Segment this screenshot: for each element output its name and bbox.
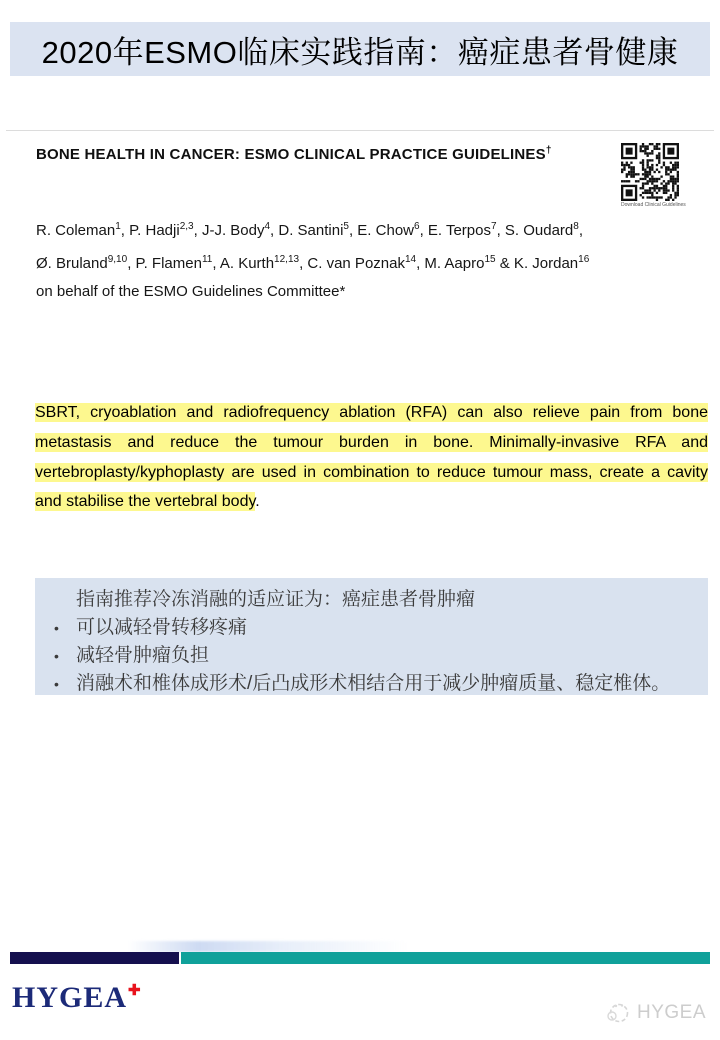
summary-bullet-text: 减轻骨肿瘤负担: [76, 645, 210, 666]
hygea-watermark-icon: [604, 999, 632, 1027]
qr-caption: Download Clinical Guidelines: [621, 202, 686, 208]
summary-bullet-item: [35, 614, 708, 642]
divider-line: [6, 130, 714, 131]
summary-bullet-list: [35, 614, 708, 698]
footer-bar-teal: [181, 952, 710, 964]
hygea-watermark-text: HYGEA: [637, 1002, 707, 1023]
hygea-logo-text: HYGEA: [12, 981, 128, 1014]
summary-box: [35, 578, 708, 695]
paper-title: BONE HEALTH IN CANCER: ESMO CLINICAL PRACTICE GUIDELINES†: [36, 145, 552, 163]
bullet-icon: •: [54, 648, 59, 664]
author-line-1: R. Coleman$^1$, P. Hadji$^{2,3}$, J-J. Body$^4$, D. Santini$^5$, E. Chow$^6$, E. Terpos$^7$, S. Oudard$^8$,: [36, 221, 584, 239]
slide-title-banner: [10, 22, 710, 76]
summary-bullet-item: [35, 642, 708, 670]
summary-bullet-text: 消融术和椎体成形术/后凸成形术相结合用于减少肿瘤质量、稳定椎体。: [76, 673, 671, 694]
slide-title: 2020年ESMO临床实践指南：癌症患者骨健康: [41, 34, 679, 70]
qr-code-block: [621, 143, 686, 208]
dagger-symbol: †: [545, 145, 552, 156]
bullet-icon: •: [54, 620, 59, 636]
highlight-tail: .: [255, 493, 260, 511]
summary-bullet-text: 可以减轻骨转移疼痛: [76, 617, 248, 638]
red-cross-icon: ✚: [128, 982, 142, 999]
summary-bullet-item: [35, 670, 708, 698]
hygea-logo: [12, 981, 142, 1015]
decorative-watermark: [128, 941, 408, 952]
author-list: [36, 213, 696, 307]
author-line-2: Ø. Bruland$^{9,10}$, P. Flamen$^{11}$, A. Kurth$^{12,13}$, C. van Poznak$^{14}$, M. Aapro$^{15}$ & K. Jordan$^{16}$: [36, 253, 590, 272]
highlighted-paragraph: [35, 398, 708, 517]
summary-heading: 指南推荐冷冻消融的适应证为：癌症患者骨肿瘤: [76, 589, 476, 610]
author-line-3: on behalf of the ESMO Guidelines Committee*: [36, 283, 346, 300]
bullet-icon: •: [54, 676, 59, 692]
highlight-text: SBRT, cryoablation and radiofrequency ablation (RFA) can also relieve pain from bone metastasis and reduce the tumour burden in bone. Minimally-invasive RFA and vertebroplasty/kyphoplasty are used in combination to reduce tumour mass, create a cavity and stabilise the vertebral body: [35, 404, 708, 511]
footer-bar-navy: [10, 952, 179, 964]
hygea-watermark: [604, 999, 706, 1027]
qr-code-icon: [621, 143, 679, 201]
